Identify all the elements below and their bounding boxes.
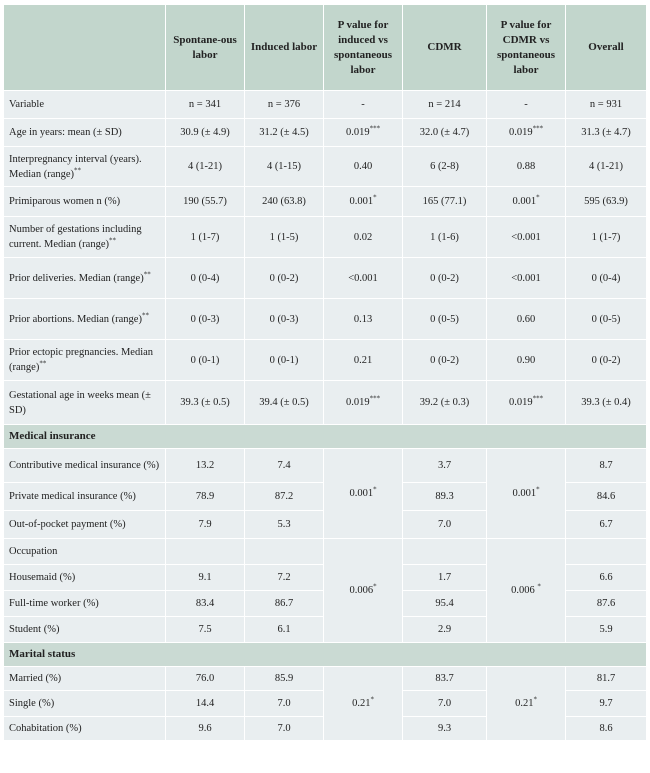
demographics-table [3, 4, 647, 741]
cell: <0.001 [487, 217, 566, 258]
cell: 78.9 [166, 483, 245, 511]
cell: n = 931 [566, 91, 647, 119]
cell: 0.40 [324, 147, 403, 187]
cell: 7.0 [245, 691, 324, 717]
cell: 85.9 [245, 667, 324, 691]
row-label: Prior abortions. Median (range)** [4, 299, 166, 340]
header-row [4, 5, 647, 91]
cell: 0 (0-3) [245, 299, 324, 340]
cell: 6.6 [566, 565, 647, 591]
row-label: Married (%) [4, 667, 166, 691]
cell: 0.019*** [487, 381, 566, 425]
cell: 76.0 [166, 667, 245, 691]
cell: 39.3 (± 0.4) [566, 381, 647, 425]
row-label: Gestational age in weeks mean (± SD) [4, 381, 166, 425]
row-label: Prior ectopic pregnancies. Median (range)** [4, 340, 166, 381]
cell: 6.7 [566, 511, 647, 539]
cell: 39.3 (± 0.5) [166, 381, 245, 425]
cell: n = 376 [245, 91, 324, 119]
footnote-marker: * [373, 193, 377, 202]
cell: 83.4 [166, 591, 245, 617]
header-cdmr: CDMR [403, 5, 487, 91]
row-label: Out-of-pocket payment (%) [4, 511, 166, 539]
cell: 83.7 [403, 667, 487, 691]
cell-empty [245, 539, 324, 565]
cell: 0 (0-4) [566, 258, 647, 299]
table-row [4, 381, 647, 425]
table-row [4, 217, 647, 258]
footnote-marker: *** [532, 124, 544, 133]
cell: 0.21 [324, 340, 403, 381]
cell: 4 (1-15) [245, 147, 324, 187]
p-value-cdmr-occupation: 0.006 * [487, 539, 566, 643]
cell: <0.001 [324, 258, 403, 299]
table-row [4, 119, 647, 147]
row-label: Primiparous women n (%) [4, 187, 166, 217]
cell: 13.2 [166, 449, 245, 483]
table-row [4, 187, 647, 217]
row-label: Prior deliveries. Median (range)** [4, 258, 166, 299]
cell: 86.7 [245, 591, 324, 617]
row-label: Private medical insurance (%) [4, 483, 166, 511]
row-label: Housemaid (%) [4, 565, 166, 591]
cell: 1 (1-7) [566, 217, 647, 258]
section-title: Occupation [4, 539, 166, 565]
cell: 2.9 [403, 617, 487, 643]
row-label: Single (%) [4, 691, 166, 717]
cell: 4 (1-21) [566, 147, 647, 187]
cell: 95.4 [403, 591, 487, 617]
p-value-induced-insurance: 0.001* [324, 449, 403, 539]
cell: 165 (77.1) [403, 187, 487, 217]
header-empty [4, 5, 166, 91]
cell: 1 (1-6) [403, 217, 487, 258]
cell: 8.6 [566, 717, 647, 741]
cell: 190 (55.7) [166, 187, 245, 217]
demographics-table-container [3, 4, 646, 771]
cell: 81.7 [566, 667, 647, 691]
cell: 6 (2-8) [403, 147, 487, 187]
row-label: Student (%) [4, 617, 166, 643]
cell: 9.6 [166, 717, 245, 741]
footnote-marker: * [373, 582, 377, 591]
cell: 31.2 (± 4.5) [245, 119, 324, 147]
cell: 14.4 [166, 691, 245, 717]
cell: 6.1 [245, 617, 324, 643]
cell: 39.4 (± 0.5) [245, 381, 324, 425]
cell: 0.001* [487, 187, 566, 217]
table-row [4, 299, 647, 340]
cell: 7.9 [166, 511, 245, 539]
footnote-marker: * [536, 193, 540, 202]
footnote-marker: ** [143, 270, 151, 278]
cell: 0.001* [324, 187, 403, 217]
cell: 0 (0-5) [566, 299, 647, 340]
header-induced: Induced labor [245, 5, 324, 91]
section-title: Medical insurance [4, 425, 647, 449]
table-row [4, 147, 647, 187]
cell: 0 (0-1) [166, 340, 245, 381]
cell: - [487, 91, 566, 119]
footnote-marker: ** [39, 359, 47, 368]
cell: 0.60 [487, 299, 566, 340]
cell: 0.02 [324, 217, 403, 258]
cell: 0 (0-5) [403, 299, 487, 340]
footnote-marker: *** [369, 124, 381, 133]
cell: 87.2 [245, 483, 324, 511]
cell: 7.0 [245, 717, 324, 741]
cell: 89.3 [403, 483, 487, 511]
cell: 1 (1-5) [245, 217, 324, 258]
cell: 7.4 [245, 449, 324, 483]
footnote-marker: *** [369, 394, 381, 403]
cell: 595 (63.9) [566, 187, 647, 217]
table-row [4, 258, 647, 299]
p-value-induced-occupation: 0.006* [324, 539, 403, 643]
p-value-cdmr-marital: 0.21* [487, 667, 566, 741]
cell: 7.0 [403, 511, 487, 539]
cell: 31.3 (± 4.7) [566, 119, 647, 147]
cell: 0 (0-4) [166, 258, 245, 299]
cell: 0 (0-3) [166, 299, 245, 340]
footnote-marker: ** [109, 236, 116, 245]
table-row [4, 91, 647, 119]
row-label: Age in years: mean (± SD) [4, 119, 166, 147]
cell: 39.2 (± 0.3) [403, 381, 487, 425]
cell: 9.3 [403, 717, 487, 741]
footnote-marker: *** [532, 394, 544, 403]
cell: 87.6 [566, 591, 647, 617]
cell: 0 (0-2) [566, 340, 647, 381]
cell-empty [166, 539, 245, 565]
cell: 0 (0-2) [403, 258, 487, 299]
footnote-marker: * [373, 485, 377, 494]
cell: 3.7 [403, 449, 487, 483]
header-p-cdmr: P value for CDMR vs spontaneous labor [487, 5, 566, 91]
footnote-marker: * [536, 485, 540, 494]
cell: 4 (1-21) [166, 147, 245, 187]
row-label: Full-time worker (%) [4, 591, 166, 617]
p-value-cdmr-insurance: 0.001* [487, 449, 566, 539]
section-header-marital-status [4, 643, 647, 667]
cell: 0.019*** [487, 119, 566, 147]
cell: n = 341 [166, 91, 245, 119]
row-label: Number of gestations including current. Median (range)** [4, 217, 166, 258]
cell: 0 (0-2) [403, 340, 487, 381]
section-title: Marital status [4, 643, 647, 667]
p-value-induced-marital: 0.21* [324, 667, 403, 741]
cell-empty [566, 539, 647, 565]
row-label: Contributive medical insurance (%) [4, 449, 166, 483]
cell: 0 (0-1) [245, 340, 324, 381]
table-row [4, 449, 647, 483]
cell: 84.6 [566, 483, 647, 511]
cell: 0.13 [324, 299, 403, 340]
cell: - [324, 91, 403, 119]
cell: 0.88 [487, 147, 566, 187]
cell: n = 214 [403, 91, 487, 119]
table-row [4, 667, 647, 691]
cell: 5.3 [245, 511, 324, 539]
cell: 1.7 [403, 565, 487, 591]
cell: 7.5 [166, 617, 245, 643]
row-label: Cohabitation (%) [4, 717, 166, 741]
table-row [4, 340, 647, 381]
header-spontaneous: Spontane-ous labor [166, 5, 245, 91]
section-header-occupation [4, 539, 647, 565]
cell: 9.7 [566, 691, 647, 717]
cell: 9.1 [166, 565, 245, 591]
cell: 0 (0-2) [245, 258, 324, 299]
cell: 32.0 (± 4.7) [403, 119, 487, 147]
section-header-medical-insurance [4, 425, 647, 449]
cell: 240 (63.8) [245, 187, 324, 217]
row-label: Interpregnancy interval (years). Median (range)** [4, 147, 166, 187]
footnote-marker: ** [141, 311, 149, 319]
cell: <0.001 [487, 258, 566, 299]
header-p-induced: P value for induced vs spontaneous labor [324, 5, 403, 91]
cell: 0.019*** [324, 381, 403, 425]
footnote-marker: * [370, 695, 374, 704]
cell: 0.90 [487, 340, 566, 381]
cell: 7.0 [403, 691, 487, 717]
footnote-marker: * [533, 695, 537, 704]
cell: 5.9 [566, 617, 647, 643]
cell: 7.2 [245, 565, 324, 591]
cell-empty [403, 539, 487, 565]
row-label: Variable [4, 91, 166, 119]
cell: 30.9 (± 4.9) [166, 119, 245, 147]
cell: 8.7 [566, 449, 647, 483]
cell: 0.019*** [324, 119, 403, 147]
cell: 1 (1-7) [166, 217, 245, 258]
footnote-marker: * [537, 582, 541, 591]
header-overall: Overall [566, 5, 647, 91]
footnote-marker: ** [74, 166, 82, 174]
